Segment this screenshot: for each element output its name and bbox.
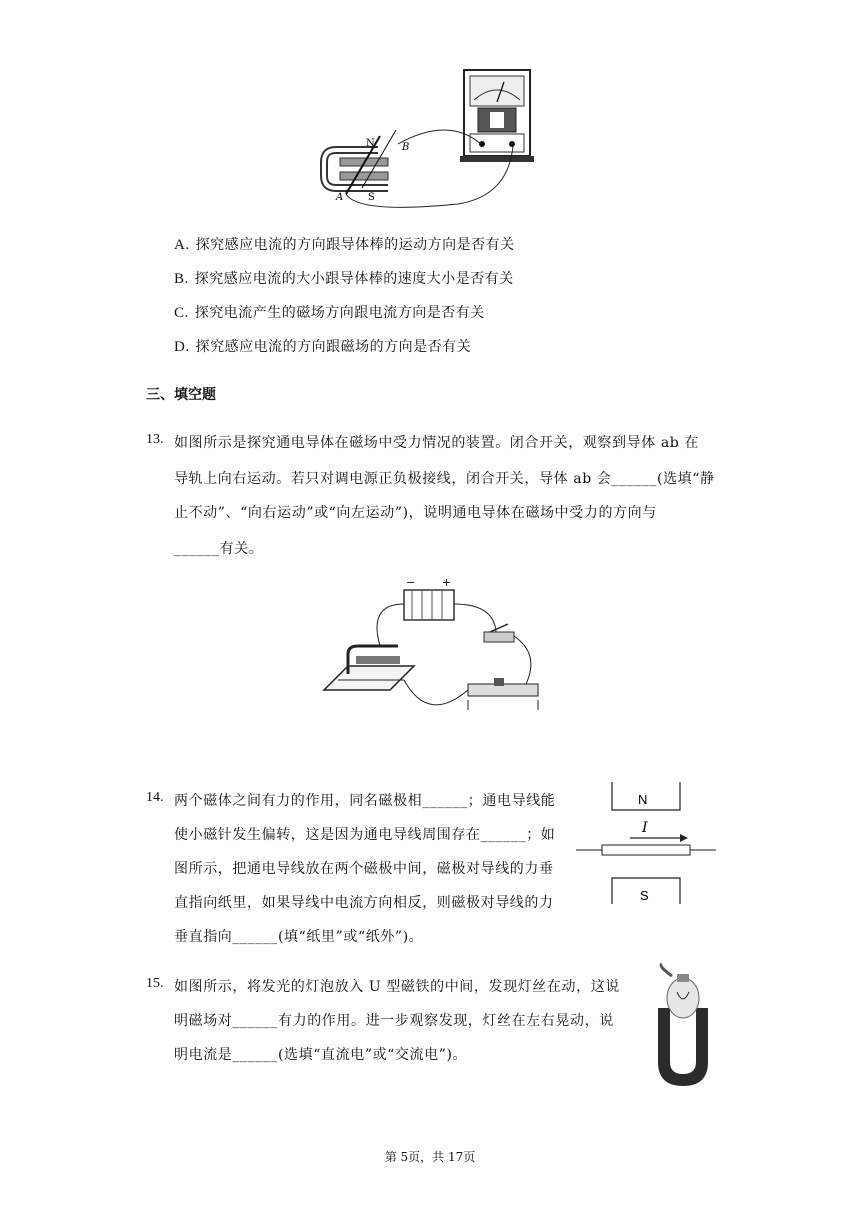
figure-bulb-u-magnet: [652, 962, 714, 1090]
q14-number: 14.: [146, 790, 164, 805]
fig3-south: S: [640, 888, 649, 903]
option-text: 探究感应电流的方向跟磁场的方向是否有关: [195, 339, 472, 355]
q14-line-2: 使小磁针发生偏转，这是因为通电导线周围存在______；如: [174, 827, 556, 843]
fig2-minus: −: [406, 576, 416, 589]
fig1-label-s: S: [368, 192, 375, 203]
page-footer: 第 5页，共 17页: [384, 1150, 476, 1164]
fig1-label-a: A: [336, 192, 344, 203]
figure-magnet-poles-wire: [576, 780, 716, 908]
option-text: 探究感应电流的方向跟导体棒的运动方向是否有关: [195, 237, 515, 253]
q14-line-3: 图所示，把通电导线放在两个磁极中间，磁极对导线的力垂: [174, 861, 554, 877]
fig3-north: N: [638, 792, 648, 807]
q13-line-4: ______有关。: [174, 541, 264, 557]
fig3-current-label: I: [642, 820, 648, 836]
fig1-label-n: N: [366, 138, 375, 149]
q15-line-2: 明磁场对______有力的作用。进一步观察发现，灯丝在左右晃动，说: [174, 1013, 614, 1029]
q13-number: 13.: [146, 432, 164, 447]
option-b: [174, 268, 514, 288]
q15-line-1: 如图所示，将发光的灯泡放入 U 型磁铁的中间，发现灯丝在动，这说: [174, 979, 620, 995]
q13-line-2: 导轨上向右运动。若只对调电源正负极接线，闭合开关，导体 ab 会______(选填“静: [174, 471, 715, 487]
figure-galvanometer-setup: [318, 66, 538, 216]
q15-number: 15.: [146, 976, 164, 991]
option-label: C.: [174, 305, 189, 321]
option-a: [174, 234, 515, 254]
fig1-label-b: B: [402, 142, 410, 153]
q15-line-3: 明电流是______(选填“直流电”或“交流电”)。: [174, 1047, 468, 1063]
option-label: D.: [174, 339, 190, 355]
option-c: [174, 302, 485, 322]
q14-line-1: 两个磁体之间有力的作用，同名磁极相______；通电导线能: [174, 793, 556, 809]
figure-circuit-apparatus: [318, 574, 544, 720]
q13-line-1: 如图所示是探究通电导体在磁场中受力情况的装置。闭合开关，观察到导体 ab 在: [174, 435, 700, 451]
option-label: B.: [174, 271, 189, 287]
q13-line-3: 止不动”、“向右运动”或“向左运动”)，说明通电导体在磁场中受力的方向与: [174, 505, 657, 521]
option-text: 探究电流产生的磁场方向跟电流方向是否有关: [194, 305, 485, 321]
option-label: A.: [174, 237, 190, 253]
option-text: 探究感应电流的大小跟导体棒的速度大小是否有关: [194, 271, 514, 287]
q14-line-5: 垂直指向______(填“纸里”或“纸外”)。: [174, 929, 424, 945]
option-d: [174, 336, 471, 356]
section-title: 三、填空题: [146, 387, 216, 403]
q14-line-4: 直指向纸里，如果导线中电流方向相反，则磁极对导线的力: [174, 895, 554, 911]
fig2-plus: +: [442, 576, 452, 589]
